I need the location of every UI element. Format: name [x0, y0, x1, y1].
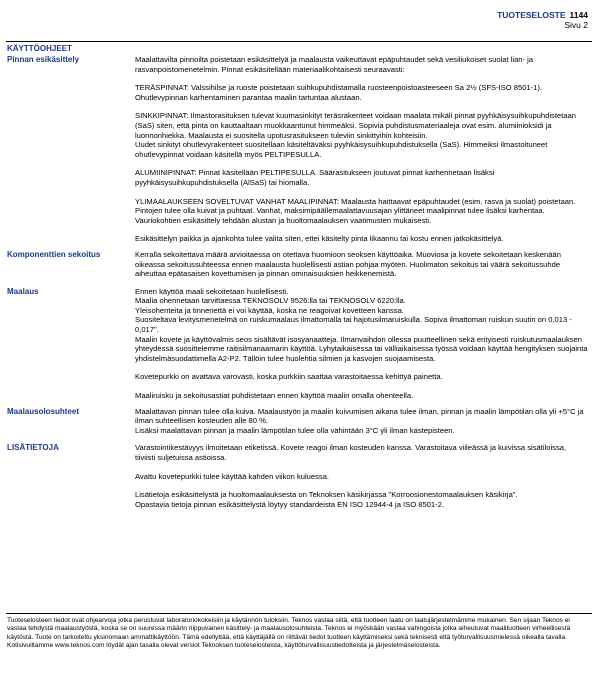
section-painting: [7, 287, 591, 401]
paragraph: ALUMIINIPINNAT: Pinnat käsitellään PELTIPESULLA. Säärasitukseen joutuvat pinnat karhennetaan lisäksi pyyhkäisysuihkupuhdistuksella (AlSaS) tai hiomalla.: [135, 168, 495, 187]
paragraph: Maaliruisku ja sekoitusastiat puhdistetaan ennen käyttöä maalin omalla ohenteella.: [135, 391, 414, 401]
paragraph: Esikäsittelyn paikka ja ajankohta tulee valita siten, ettei käsitelty pinta likaannu tai kostu ennen jatkokäsittelyä.: [135, 234, 504, 244]
paragraph: Varastointikestävyys ilmoitetaan etiketissä. Kovete reagoi ilman kosteuden kanssa. Varastoitava viileässä ja kuivissa sisätiloissa, tiiviisti suljetuissa astioissa.: [135, 443, 567, 462]
paragraph: YLIMAALAUKSEEN SOVELTUVAT VANHAT MAALIPINNAT: Maalausta haittaavat epäpuhtaudet (esim. rasva ja suolat) poistetaan. Pintojen tulee olla kuivat ja puhtaat. Vanhat, maksimipäällemaalattavuusajan ylittäneet maalipinnat tulee lisäksi karhentaa. Vauriokohtien esikäsittely tehdään alustan ja huoltomaalauksen vaatimusten mukaisesti.: [135, 196, 576, 225]
paragraph: Avattu kovetepurkki tulee käyttää kahden viikon kuluessa.: [135, 471, 330, 481]
document-type: TUOTESELOSTE: [497, 10, 566, 20]
section-text: [135, 287, 588, 401]
footer-divider: [6, 613, 592, 614]
footer-disclaimer: Tuoteselosteen tiedot ovat ohjearvoja jotka perustuvat laboratoriokokeisiin ja käytännön tuloksiin. Teknos vastaa siitä, että tuotteen laatu on laatujärjestelmämme mukainen. Sen sijaan Teknos ei vastaa tehdystä maalaustyöstä, koska se on suuressa määrin riippuvainen käsittely- ja maalausolosuhteista. Teknos ei myöskään vastaa vahingoista jotka aiheutuvat maalituotteen virheellisestä käytöstä. Tuote on tarkoitettu yksinomaan ammattikäyttöön. Tämä edellyttää, että käyttäjällä on riittävät tiedot tuotteen käyttämiseksi sekä teknisesti että työturvallisuusmielessä oikealla tavalla. Kotisivuiltamme www.teknos.com löydät ajan tasalla olevat versiot Teknoksen tuoteselosteista, käyttöturvallisuustiedotteista ja järjestelmäselosteista.: [7, 617, 571, 649]
paragraph: TERÄSPINNAT: Valssihilse ja ruoste poistetaan suihkupuhdistamalla ruosteenpoistoasteeseen Sa 2½ (SFS-ISO 8501-1). Ohutlevypinnan karhentaminen parantaa maalin tartuntaa alustaan.: [135, 83, 543, 102]
section-text: [135, 443, 588, 509]
section-label: LISÄTIETOJA: [7, 443, 59, 453]
section-painting-conditions: [7, 407, 591, 436]
section-title: KÄYTTÖOHJEET: [7, 44, 72, 53]
section-more-info: [7, 443, 591, 509]
paragraph: Maalattavan pinnan tulee olla kuiva. Maalaustyön ja maalin kuivumisen aikana tulee ilman, pinnan ja maalin lämpötilan olla yli +5°C ja ilman suhteellisen kosteuden alle 80 %. Lisäksi maalattavan pinnan ja maalin lämpötilan tulee olla vähintään 3°C yli ilman kastepisteen.: [135, 406, 584, 435]
document-number: 1144: [569, 10, 588, 20]
section-label: Maalaus: [7, 286, 39, 296]
document-body: [7, 44, 591, 509]
paragraph: Ennen käyttöä maali sekoitetaan huolellisesti. Maalia ohennetaan tarvittaessa TEKNOSOLV 9526:lla tai TEKNOSOLV 6220:lla. Yleisohenteita ja tinneriettä ei voi käyttää, koska ne reagoivat kovetteen kanssa. Suositeltava levitysmenetelmä on ruiskumaalaus ilmattomalla tai hajotusilmaruiskulla. Sopiva ilmattoman ruiskun suutin on 0,013 - 0,017". Maalin kovete ja käyttövalmis seos sisältävät isosyanaatteja. Ilmanvaihdon ollessa puutteellinen sekä erityisesti ruiskutusmaalauksen yhteydessä suosittelemme raitisilmanaamarin käyttöä. Lyhytaikaisessa tai välliaikaisessa työssä voidaan käyttää hengityksen suojainta yhdistelmäsuodattimella A2-P2. Tällöin tulee huolehtia silmien ja kasvojen suojaamisesta.: [135, 286, 588, 363]
section-text: [135, 407, 588, 436]
section-label: Pinnan esikäsittely: [7, 55, 80, 64]
section-component-mixing: [7, 250, 591, 279]
section-text: [135, 250, 588, 279]
paragraph: Maalattavilta pinnoilta poistetaan esikäsittelyä ja maalausta vaikeuttavat epäpuhtaudet sekä vesiliukoiset suolat lian- ja rasvanpoistomenetelmin. Pinnat esikäsitellään materiaalikohtaisesti seuraavasti:: [135, 55, 534, 74]
section-label: Maalausolosuhteet: [7, 406, 80, 416]
section-text: [135, 55, 588, 244]
paragraph: Lisätietoja esikäsittelystä ja huoltomaalauksesta on Teknoksen käsikirjassa "Korroosionestomaalauksen käsikirja". Opastavia tietoja pinnan esikäsittelystä löytyy standardeista EN ISO 12944-4 ja ISO 8501-2.: [135, 490, 518, 509]
section-label: Komponenttien sekoitus: [7, 249, 101, 259]
header-divider: [6, 41, 592, 42]
page-header: [497, 10, 588, 30]
paragraph: SINKKIPINNAT: Ilmastorasituksen tulevat kuumasinkityt teräsrakenteet voidaan maalata mikäli pinnat pyyhkäisysuihkupuhdistetaan (SaS) siten, että pinta on kauttaaltaan muokkaantunut himmeäksi. Sopivia puhdistusmateriaaleja ovat esim. alumiinioksidi ja luonnonhiekka. Maalausta ei suositella upotusrasitukseen tuleviin sinkittyihin kohteisiin. Uudet sinkityt ohutlevyrakenteet suositellaan käsiteltäväksi pyyhkäisysuihkupuhdistuksella (SaS). Himmeiksi ilmastoituneet ohutlevypinnat voidaan käsitellä myös PELTIPESULLA.: [135, 111, 576, 159]
paragraph: Kerralla sekoitettava määrä arvioitaessa on otettava huomioon seoksen käyttöaika. Muoviosa ja kovete sekoitetaan keskenään oikeassa sekoitussuhteessa ennen maalausta huolellisesti astian pohjaa myöten. Huolimaton sekoitus tai väärä sekoitussuhde aiheuttaa epätasaisen kovettumisen ja pinnan ominaisuuksien heikkenemistä.: [135, 249, 561, 279]
page-number: Sivu 2: [564, 20, 588, 30]
paragraph: Kovetepurkki on avattava varovasti, koska purkkiin saattaa varastoitaessa kehittyä painetta.: [135, 372, 443, 382]
section-surface-preparation: [7, 55, 591, 244]
